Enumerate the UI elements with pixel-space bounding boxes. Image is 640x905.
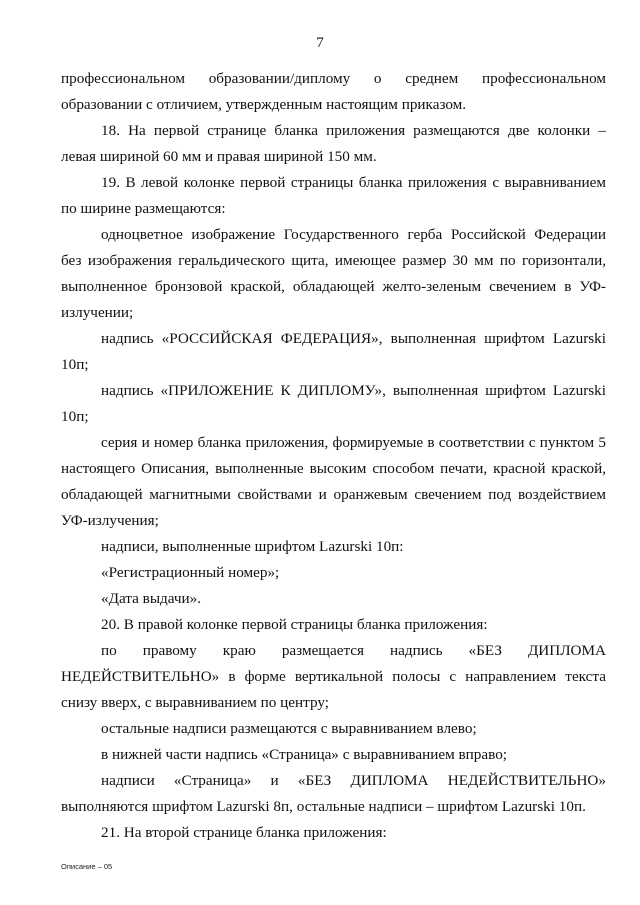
- paragraph-fonts: надписи «Страница» и «БЕЗ ДИПЛОМА НЕДЕЙСТВИТЕЛЬНО» выполняются шрифтом Lazurski 8п, остальные надписи – шрифтом Lazurski 10п.: [61, 772, 606, 815]
- document-body: [61, 66, 606, 846]
- page-number: 7: [316, 35, 324, 51]
- paragraph-inscription-diploma-appendix: надпись «ПРИЛОЖЕНИЕ К ДИПЛОМУ», выполненная шрифтом Lazurski 10п;: [61, 382, 606, 425]
- paragraph-coat-of-arms: одноцветное изображение Государственного герба Российской Федерации без изображения геральдического щита, имеющее размер 30 мм по горизонтали, выполненное бронзовой краской, обладающей желто-зеленым свечением в УФ-излучении;: [61, 226, 606, 321]
- paragraph-inscription-russian-federation: надпись «РОССИЙСКАЯ ФЕДЕРАЦИЯ», выполненная шрифтом Lazurski 10п;: [61, 330, 606, 373]
- paragraph-issue-date: «Дата выдачи».: [101, 590, 202, 607]
- paragraph-item-21: 21. На второй странице бланка приложения:: [101, 824, 387, 841]
- paragraph-left-align: остальные надписи размещаются с выравниванием влево;: [101, 720, 477, 737]
- paragraph-item-19: 19. В левой колонке первой страницы бланка приложения с выравниванием по ширине размещаются:: [61, 174, 606, 217]
- paragraph-item-20: 20. В правой колонке первой страницы бланка приложения:: [101, 616, 488, 633]
- paragraph-series-and-number: серия и номер бланка приложения, формируемые в соответствии с пунктом 5 настоящего Описания, выполненные высоким способом печати, красной краской, обладающей магнитными свойствами и оранжевым свечением под воздействием УФ-излучения;: [61, 434, 606, 529]
- paragraph-item-18: 18. На первой странице бланка приложения размещаются две колонки – левая шириной 60 мм и правая шириной 150 мм.: [61, 122, 606, 165]
- paragraph-vertical-strip: по правому краю размещается надпись «БЕЗ ДИПЛОМА НЕДЕЙСТВИТЕЛЬНО» в форме вертикальной полосы с направлением текста снизу вверх, с выравниванием по центру;: [61, 642, 606, 711]
- paragraph-inscriptions-font: надписи, выполненные шрифтом Lazurski 10п:: [101, 538, 404, 555]
- paragraph-page-label: в нижней части надпись «Страница» с выравниванием вправо;: [101, 746, 508, 763]
- page-footer: Описание – 05: [61, 862, 113, 871]
- paragraph-registration-number: «Регистрационный номер»;: [101, 564, 280, 581]
- paragraph-continuation: профессиональном образовании/диплому о среднем профессиональном образовании с отличием, утвержденным настоящим приказом.: [61, 70, 606, 113]
